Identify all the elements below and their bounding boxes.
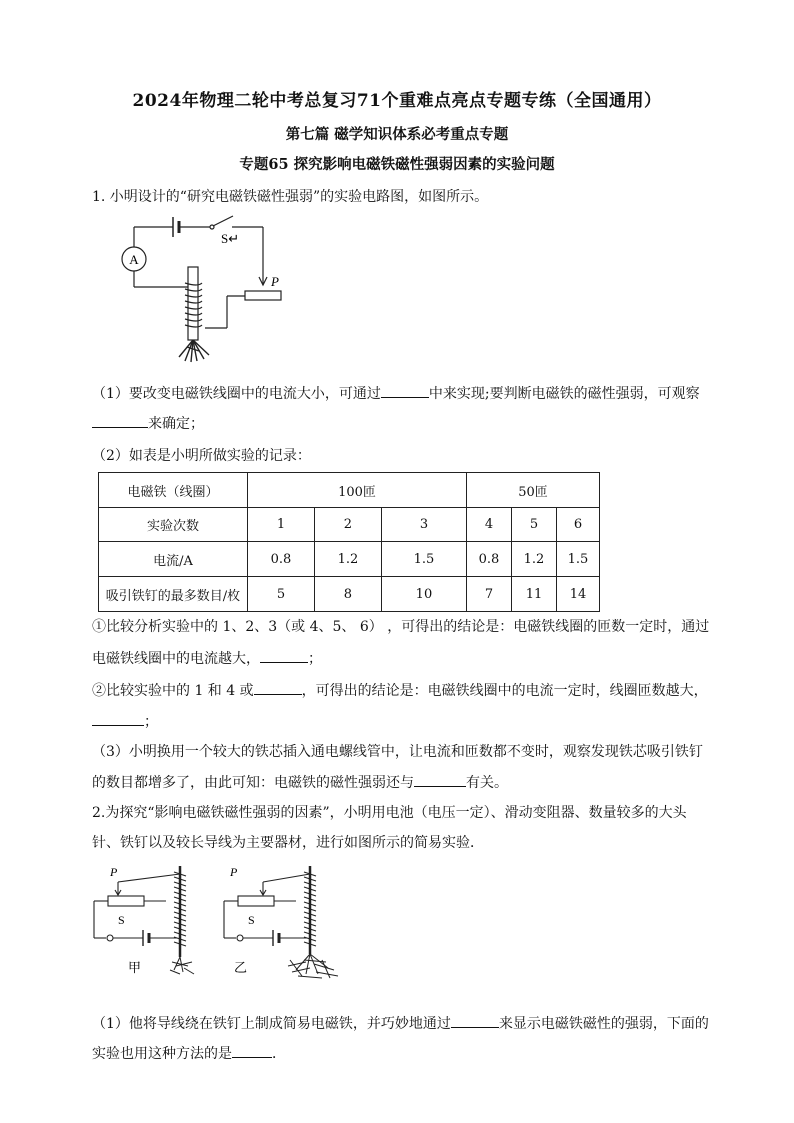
switch-label-jia: S (118, 913, 125, 927)
table-cell: 0.8 (467, 542, 512, 577)
answer-blank[interactable] (92, 711, 144, 726)
answer-blank[interactable] (451, 1013, 499, 1028)
table-cell: 7 (467, 577, 512, 612)
table-cell: 6 (557, 508, 600, 542)
table-cell: 5 (512, 508, 557, 542)
table-cell: 1 (248, 508, 315, 542)
q2-stem-line1: 2.为探究“影响电磁铁磁性强弱的因素”，小明用电池（电压一定）、滑动变阻器、数量较多的大头 (92, 805, 687, 821)
q2-part1-line2: 实验也用这种方法的是 ． (92, 1043, 712, 1064)
turns-cell: 50匝 (467, 473, 600, 508)
q1-sub2-line2: ； (92, 711, 712, 732)
answer-blank[interactable] (260, 648, 308, 663)
table-cell: 0.8 (248, 542, 315, 577)
part-title: 第七篇 磁学知识体系必考重点专题 (285, 126, 509, 143)
table-cell: 3 (381, 508, 466, 542)
experiment-record-table (98, 472, 600, 612)
slider-label-yi: P (230, 865, 238, 879)
answer-blank[interactable] (381, 383, 429, 398)
answer-blank[interactable] (232, 1043, 272, 1058)
slider-label-jia: P (110, 865, 118, 879)
q1-part1-line2: 来确定； (92, 413, 712, 434)
table-cell: 11 (512, 577, 557, 612)
table-cell: 5 (248, 577, 315, 612)
table-cell: 14 (557, 577, 600, 612)
answer-blank[interactable] (414, 772, 466, 787)
q1-part2-intro: （2）如表是小明所做实验的记录： (92, 448, 311, 464)
ammeter-label: A (129, 252, 139, 267)
q2-figure-jia (88, 862, 218, 980)
table-cell: 10 (381, 577, 466, 612)
row-header: 电磁铁（线圈） (99, 473, 248, 508)
turns-cell: 100匝 (248, 473, 467, 508)
q1-sub2-line1: ②比较实验中的 1 和 4 或 ，可得出的结论是：电磁铁线圈中的电流一定时，线圈匝数越大， (92, 680, 712, 701)
table-cell: 1.5 (557, 542, 600, 577)
q2-part1-line1: （1）他将导线绕在铁钉上制成简易电磁铁，并巧妙地通过 来显示电磁铁磁性的强弱，下面的 (92, 1013, 712, 1034)
switch-label-yi: S (248, 913, 255, 927)
row-header: 实验次数 (99, 508, 248, 542)
table-cell: 1.5 (381, 542, 466, 577)
topic-title: 专题65 探究影响电磁铁磁性强弱因素的实验问题 (239, 156, 555, 173)
figure-label-jia: 甲 (128, 960, 142, 975)
q1-part3-line1: （3）小明换用一个较大的铁芯插入通电螺线管中，让电流和匝数都不变时，观察发现铁芯吸引铁钉 (92, 744, 703, 760)
q1-part3-line2: 的数目都增多了，由此可知：电磁铁的磁性强弱还与 有关。 (92, 772, 712, 793)
answer-blank[interactable] (254, 680, 302, 695)
q1-stem: 1. 小明设计的“研究电磁铁磁性强弱”的实验电路图，如图所示。 (92, 189, 489, 205)
table-cell: 1.2 (314, 542, 381, 577)
q2-stem-line2: 针、铁钉以及较长导线为主要器材，进行如图所示的简易实验． (92, 835, 484, 851)
table-cell: 8 (314, 577, 381, 612)
q1-sub1-line2: 电磁铁线圈中的电流越大， ； (92, 648, 712, 669)
q1-circuit-diagram (115, 205, 295, 365)
main-title: 2024年物理二轮中考总复习71个重难点亮点专题专练（全国通用） (132, 91, 662, 111)
table-cell: 1.2 (512, 542, 557, 577)
row-header: 电流/A (99, 542, 248, 577)
answer-blank[interactable] (92, 413, 148, 428)
row-header: 吸引铁钉的最多数目/枚 (99, 577, 248, 612)
switch-label: S↵ (221, 231, 240, 246)
q1-sub1-line1: ①比较分析实验中的 1、2、3（或 4、5、 6） ，可得出的结论是：电磁铁线圈的匝数一定时，通过 (92, 619, 710, 635)
q1-part1-line1: （1）要改变电磁铁线圈中的电流大小，可通过 中来实现;要判断电磁铁的磁性强弱，可观察 (92, 383, 712, 404)
q2-figure-yi (218, 862, 358, 980)
table-cell: 2 (314, 508, 381, 542)
table-cell: 4 (467, 508, 512, 542)
figure-label-yi: 乙 (234, 960, 248, 975)
slider-label: P (271, 274, 279, 289)
